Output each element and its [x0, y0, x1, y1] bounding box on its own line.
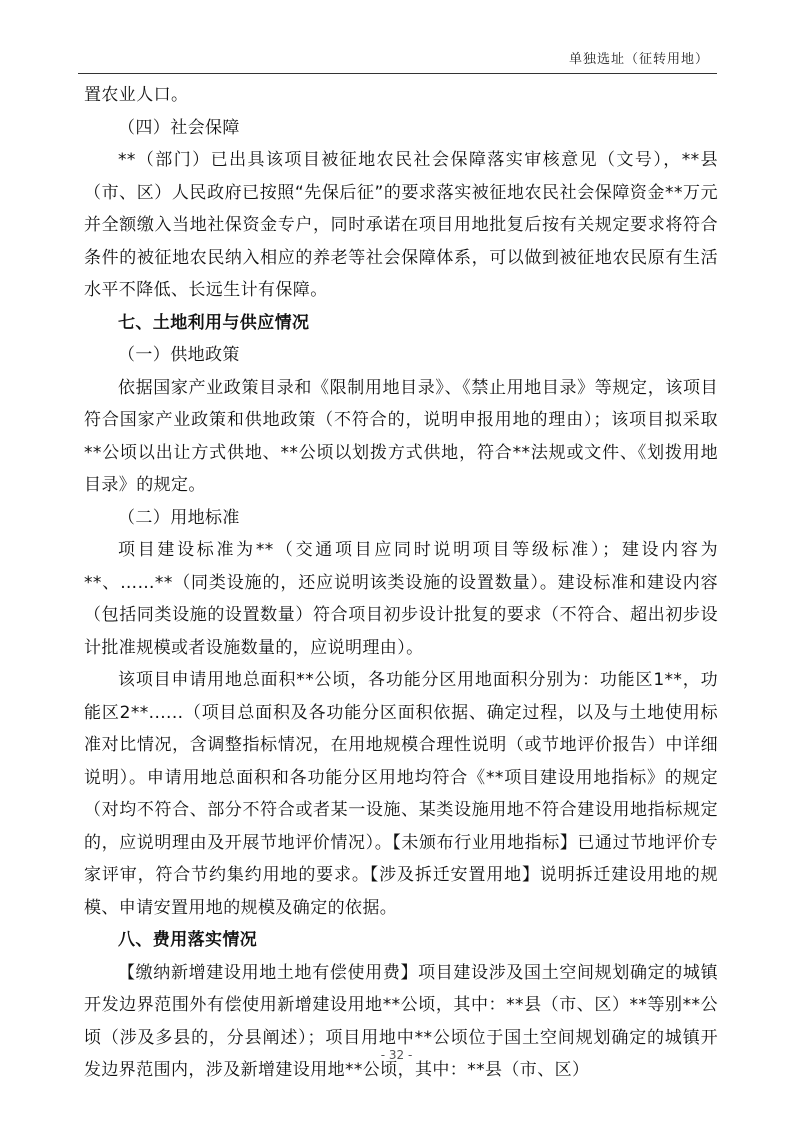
- section-heading-fees: 八、费用落实情况: [118, 930, 258, 950]
- paragraph-construction-standard: 项目建设标准为**（交通项目应同时说明项目等级标准）；建设内容为**、……**（同类设施的，还应说明该类设施的设置数量）。建设标准和建设内容（包括同类设施的设置数量）符合项目初步设计批复的要求（不符合、超出初步设计批准规模或者设施数量的，应说明理由）。: [84, 540, 718, 658]
- subheading-social-security: （四）社会保障: [118, 117, 240, 138]
- header-divider: [78, 73, 717, 74]
- running-header: 单独选址（征转用地）: [568, 52, 709, 67]
- section-heading-land-use: 七、土地利用与供应情况: [118, 312, 310, 333]
- page-number: - 32 -: [380, 1048, 413, 1062]
- subheading-land-supply-policy: （一）供地政策: [118, 345, 240, 365]
- body-text: [84, 79, 718, 1087]
- paragraph-land-supply-policy: 依据国家产业政策目录和《限制用地目录》、《禁止用地目录》等规定，该项目符合国家产业政策和供地政策（不符合的，说明申报用地的理由）；该项目拟采取**公顷以出让方式供地、**公顷以划拨方式供地，符合**法规或文件、《划拨用地目录》的规定。: [84, 377, 718, 495]
- paragraph-fees: 【缴纳新增建设用地土地有偿使用费】项目建设涉及国土空间规划确定的城镇开发边界范围外有偿使用新增建设用地**公顷，其中：**县（市、区）**等别**公顷（涉及多县的，分县阐述）；项目用地中**公顷位于国土空间规划确定的城镇开发边界范围内，涉及新增建设用地**公顷，其中：**县（市、区）: [84, 962, 718, 1080]
- paragraph-continuation: 置农业人口。: [84, 85, 189, 105]
- subheading-land-use-standard: （二）用地标准: [118, 507, 240, 528]
- paragraph-social-security: **（部门）已出具该项目被征地农民社会保障落实审核意见（文号），**县（市、区）人民政府已按照“先保后征”的要求落实被征地农民社会保障资金**万元并全额缴入当地社保资金专户，同时承诺在项目用地批复后按有关规定要求将符合条件的被征地农民纳入相应的养老等社会保障体系，可以做到被征地农民原有生活水平不降低、长远生计有保障。: [84, 150, 718, 300]
- paragraph-land-area: 该项目申请用地总面积**公顷，各功能分区用地面积分别为：功能区1**，功能区2**......（项目总面积及各功能分区面积依据、确定过程，以及与土地使用标准对比情况，含调整指标情况，在用地规模合理性说明（或节地评价报告）中详细说明）。申请用地总面积和各功能分区用地均符合《**项目建设用地指标》的规定（对均不符合、部分不符合或者某一设施、某类设施用地不符合建设用地指标规定的，应说明理由及开展节地评价情况）。【未颁布行业用地指标】已通过节地评价专家评审，符合节约集约用地的要求。【涉及拆迁安置用地】说明拆迁建设用地的规模、申请安置用地的规模及确定的依据。: [84, 670, 718, 918]
